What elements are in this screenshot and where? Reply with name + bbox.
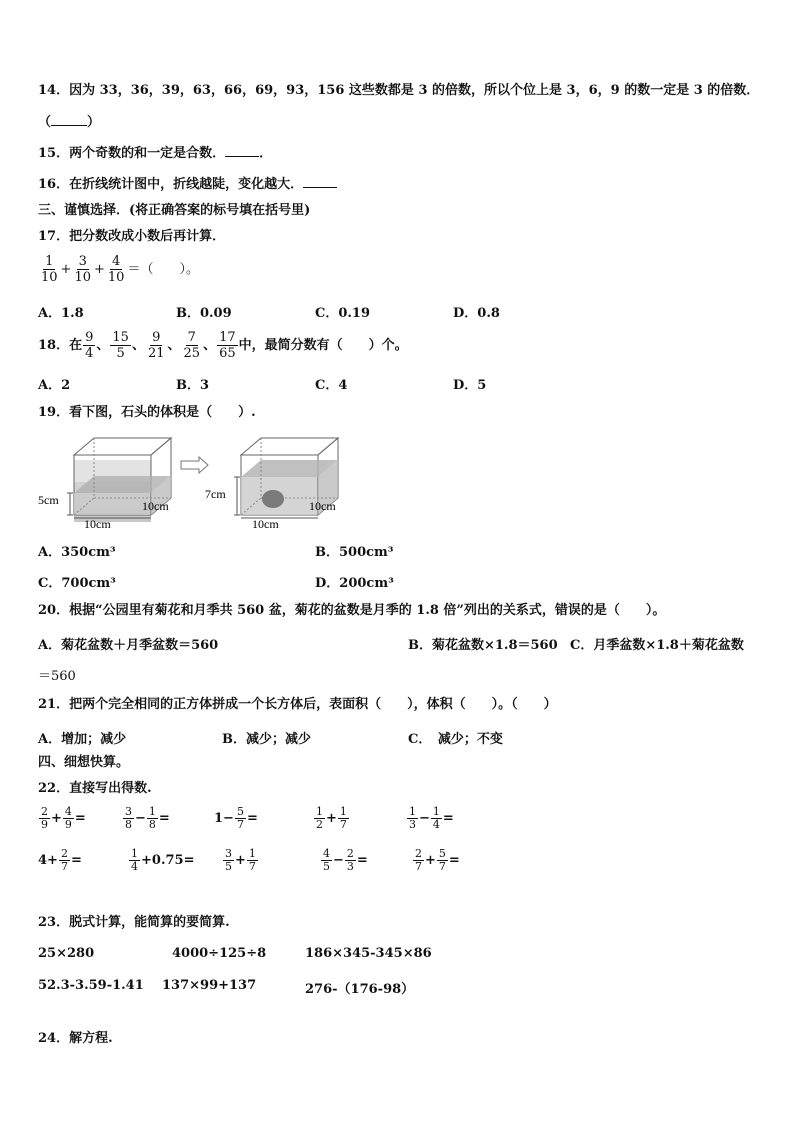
q23-item-5: 137×99+137 [162,978,257,993]
q17-frac-3: $\frac{4}{10}$ [107,254,125,285]
q20-text: 20．根据“公园里有菊花和月季共 560 盆，菊花的盆数是月季的 1.8 倍”列出的关系式，错误的是（ ）。 [38,603,666,618]
q18-option-c[interactable]: C．4 [315,378,348,393]
q18-option-d[interactable]: D．5 [453,378,487,393]
q19-figure [36,430,366,532]
q16-blank[interactable] [303,187,337,188]
q22-item-5: $\frac{1}{3}$ − $\frac{1}{4}$ = [409,805,454,831]
q22-item-7: $\frac{1}{4}$ +0.75 = [131,847,195,873]
q15-line [38,145,272,163]
q18-frac-4: $\frac{7}{25}$ [183,330,201,361]
q18-frac-1: $\frac{9}{4}$ [85,330,94,361]
q14-paren-right: ） [87,115,101,130]
q19-option-a[interactable]: A．350cm³ [38,545,116,560]
q15-blank[interactable] [225,156,259,157]
q22-item-4: $\frac{1}{2}$ + $\frac{1}{7}$ [316,805,347,831]
q17-option-d[interactable]: D．0.8 [453,306,500,321]
fig2-height-label: 7cm [205,487,226,501]
q23-item-3: 186×345-345×86 [305,946,432,961]
q19-text: 19．看下图，石头的体积是（ ）. [38,405,256,420]
q17-text: 17．把分数改成小数后再计算． [38,229,226,244]
stone-shape [262,490,284,508]
separator: 、 [203,337,217,353]
q23-item-2: 4000÷125÷8 [172,946,267,961]
q20-option-a[interactable]: A．菊花盆数＋月季盆数＝560 [38,638,219,653]
plus-sign: + [94,261,105,277]
section3-heading: 三、谨慎选择．(将正确答案的标号填在括号里) [38,203,311,218]
q22-item-3: 1 − $\frac{5}{7}$ = [214,805,258,831]
q19-option-d[interactable]: D．200cm³ [315,576,394,591]
q20-option-c-continued: ＝560 [38,669,76,684]
q21-option-a[interactable]: A．增加；减少 [38,732,127,747]
fig2-width-label: 10cm [252,517,279,531]
q14-blank[interactable] [51,125,87,126]
q18-frac-5: $\frac{17}{65}$ [219,330,236,361]
q22-item-9: $\frac{4}{5}$ − $\frac{2}{3}$ = [323,847,368,873]
q22-item-2: $\frac{3}{8}$ − $\frac{1}{8}$ = [125,805,170,831]
q22-text: 22．直接写出得数. [38,781,152,796]
q22-item-6: 4 + $\frac{2}{7}$ = [38,847,82,873]
q17-equals-blank: ＝（ ）。 [127,261,199,277]
q17-frac-1: $\frac{1}{10}$ [41,254,58,285]
plus-sign: + [60,261,72,277]
separator: 、 [167,337,181,353]
q14-paren-left: （ [38,115,52,130]
q21-option-c[interactable]: C． 减少；不变 [408,732,503,747]
q17-expression [38,254,199,285]
q23-text: 23．脱式计算，能简算的要简算. [38,915,230,930]
q18-option-a[interactable]: A．2 [38,378,71,393]
q15-text: 15．两个奇数的和一定是合数． [38,146,226,161]
q24-text: 24．解方程. [38,1031,113,1046]
q18-frac-3: $\frac{9}{21}$ [147,330,165,361]
q17-option-c[interactable]: C．0.19 [315,306,371,321]
q14-text: 14．因为 33，36，39，63，66，69，93，156 这些数都是 3 的倍数，所以个位上是 3，6，9 的数一定是 3 的倍数． [38,83,760,98]
q19-option-c[interactable]: C．700cm³ [38,576,116,591]
separator: 、 [131,337,145,353]
q16-line [38,176,337,194]
fig2-depth-label: 10cm [309,499,336,513]
q18-suffix: 中，最简分数有（ ）个。 [238,337,408,353]
q18-line [38,330,408,361]
q19-option-b[interactable]: B．500cm³ [315,545,394,560]
q23-item-4: 52.3-3.59-1.41 [38,978,144,993]
q18-frac-2: $\frac{15}{5}$ [112,330,129,361]
separator: 、 [96,337,110,353]
section4-heading: 四、细想快算。 [38,755,130,770]
arrow-right-icon [181,457,208,473]
q20-option-b[interactable]: B．菊花盆数×1.8＝560 [408,638,558,653]
fig1-height-label: 5cm [38,493,59,507]
q22-item-10: $\frac{2}{7}$ + $\frac{5}{7}$ = [415,847,460,873]
q14-answer [38,114,100,132]
q20-option-c[interactable]: C．月季盆数×1.8＋菊花盆数 [570,638,744,653]
q18-option-b[interactable]: B．3 [176,378,210,393]
q21-option-b[interactable]: B．减少；减少 [222,732,311,747]
q17-option-a[interactable]: A．1.8 [38,306,84,321]
fig1-depth-label: 10cm [142,499,169,513]
fig1-width-label: 10cm [84,517,111,531]
q17-frac-2: $\frac{3}{10}$ [74,254,91,285]
q22-item-1: $\frac{2}{9}$ + $\frac{4}{9}$ = [41,805,86,831]
q15-end: ． [259,146,273,161]
q17-option-b[interactable]: B．0.09 [176,306,232,321]
q22-item-8: $\frac{3}{5}$ + $\frac{1}{7}$ [225,847,256,873]
q21-text: 21．把两个完全相同的正方体拼成一个长方体后，表面积（ ），体积（ ）。（ ） [38,697,557,712]
q23-item-1: 25×280 [38,946,95,961]
q18-prefix: 18．在 [38,337,83,353]
q16-text: 16．在折线统计图中，折线越陡，变化越大． [38,177,304,192]
q23-item-6: 276-（176-98） [305,982,415,997]
